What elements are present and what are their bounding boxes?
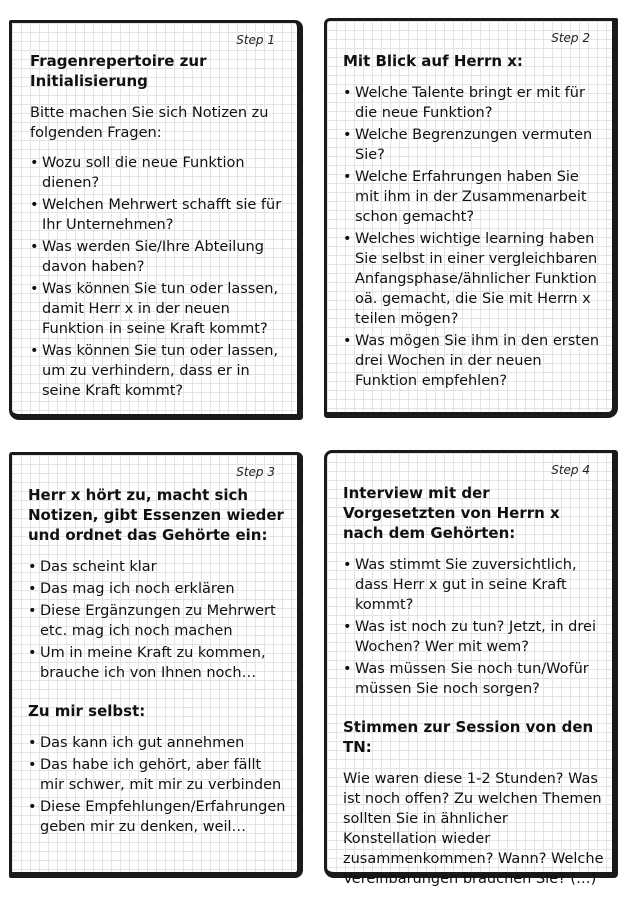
list-item: • Diese Ergänzungen zu Mehrwert etc. mag ich noch machen — [28, 601, 289, 641]
card-content — [343, 483, 604, 899]
list-item: • Das mag ich noch erklären — [28, 579, 289, 599]
list-item: • Welche Begrenzungen vermuten Sie? — [343, 125, 604, 165]
list-item: • Um in meine Kraft zu kommen, brauche ich von Ihnen noch… — [28, 643, 289, 683]
list-item: • Welche Erfahrungen haben Sie mit ihm in der Zusammenarbeit schon gemacht? — [343, 167, 604, 227]
self-reflection-list — [28, 733, 289, 837]
list-item: • Was stimmt Sie zuversichtlich, dass Herr x gut in seine Kraft kommt? — [343, 555, 604, 615]
card-heading: Fragenrepertoire zur Initialisierung — [30, 52, 207, 90]
card-step-4 — [324, 450, 618, 887]
card-step-3 — [9, 452, 303, 878]
list-item: • Was mögen Sie ihm in den ersten drei Wochen in der neuen Funktion empfehlen? — [343, 331, 604, 391]
list-item: • Was werden Sie/Ihre Abteilung davon haben? — [30, 237, 289, 277]
card-intro: Bitte machen Sie sich Notizen zu folgenden Fragen: — [30, 105, 269, 141]
list-item: • Welches wichtige learning haben Sie selbst in einer vergleichbaren Anfangsphase/ähnlicher Funktion oä. gemacht, die Sie mit Herrn x teilen mögen? — [343, 229, 604, 329]
list-item: • Welchen Mehrwert schafft sie für Ihr Unternehmen? — [30, 195, 289, 235]
card-step-1 — [9, 20, 303, 420]
question-list — [343, 83, 604, 391]
card-content — [343, 51, 604, 393]
list-item: • Das habe ich gehört, aber fällt mir schwer, mit mir zu verbinden — [28, 755, 289, 795]
card-subheading: Zu mir selbst: — [28, 702, 146, 720]
question-list — [30, 153, 289, 401]
list-item: • Welche Talente bringt er mit für die neue Funktion? — [343, 83, 604, 123]
card-closing-text: Wie waren diese 1-2 Stunden? Was ist noch offen? Zu welchen Themen sollten Sie in ähnlicher Konstellation wieder zusammenkommen? Wann? Welche Vereinbarungen brauchen Sie? (…) — [343, 771, 604, 887]
card-content — [28, 485, 289, 839]
card-heading: Mit Blick auf Herrn x: — [343, 52, 523, 70]
list-item: • Das kann ich gut annehmen — [28, 733, 289, 753]
list-item: • Was müssen Sie noch tun/Wofür müssen Sie noch sorgen? — [343, 659, 604, 699]
step-label: Step 3 — [236, 465, 275, 479]
list-item: • Wozu soll die neue Funktion dienen? — [30, 153, 289, 193]
card-subheading: Stimmen zur Session von den TN: — [343, 718, 594, 756]
card-heading: Herr x hört zu, macht sich Notizen, gibt Essenzen wieder und ordnet das Gehörte ein: — [28, 486, 284, 544]
list-item: • Diese Empfehlungen/Erfahrungen geben mir zu denken, weil… — [28, 797, 289, 837]
response-list — [28, 557, 289, 683]
card-heading: Interview mit der Vorgesetzten von Herrn x nach dem Gehörten: — [343, 484, 560, 542]
list-item: • Das scheint klar — [28, 557, 289, 577]
step-label: Step 2 — [551, 31, 590, 45]
list-item: • Was ist noch zu tun? Jetzt, in drei Wochen? Wer mit wem? — [343, 617, 604, 657]
step-label: Step 1 — [236, 33, 275, 47]
list-item: • Was können Sie tun oder lassen, damit Herr x in der neuen Funktion in seine Kraft kommt? — [30, 279, 289, 339]
question-list — [343, 555, 604, 699]
card-content — [30, 51, 289, 403]
card-step-2 — [324, 18, 618, 418]
step-label: Step 4 — [551, 463, 590, 477]
list-item: • Was können Sie tun oder lassen, um zu verhindern, dass er in seine Kraft kommt? — [30, 341, 289, 401]
